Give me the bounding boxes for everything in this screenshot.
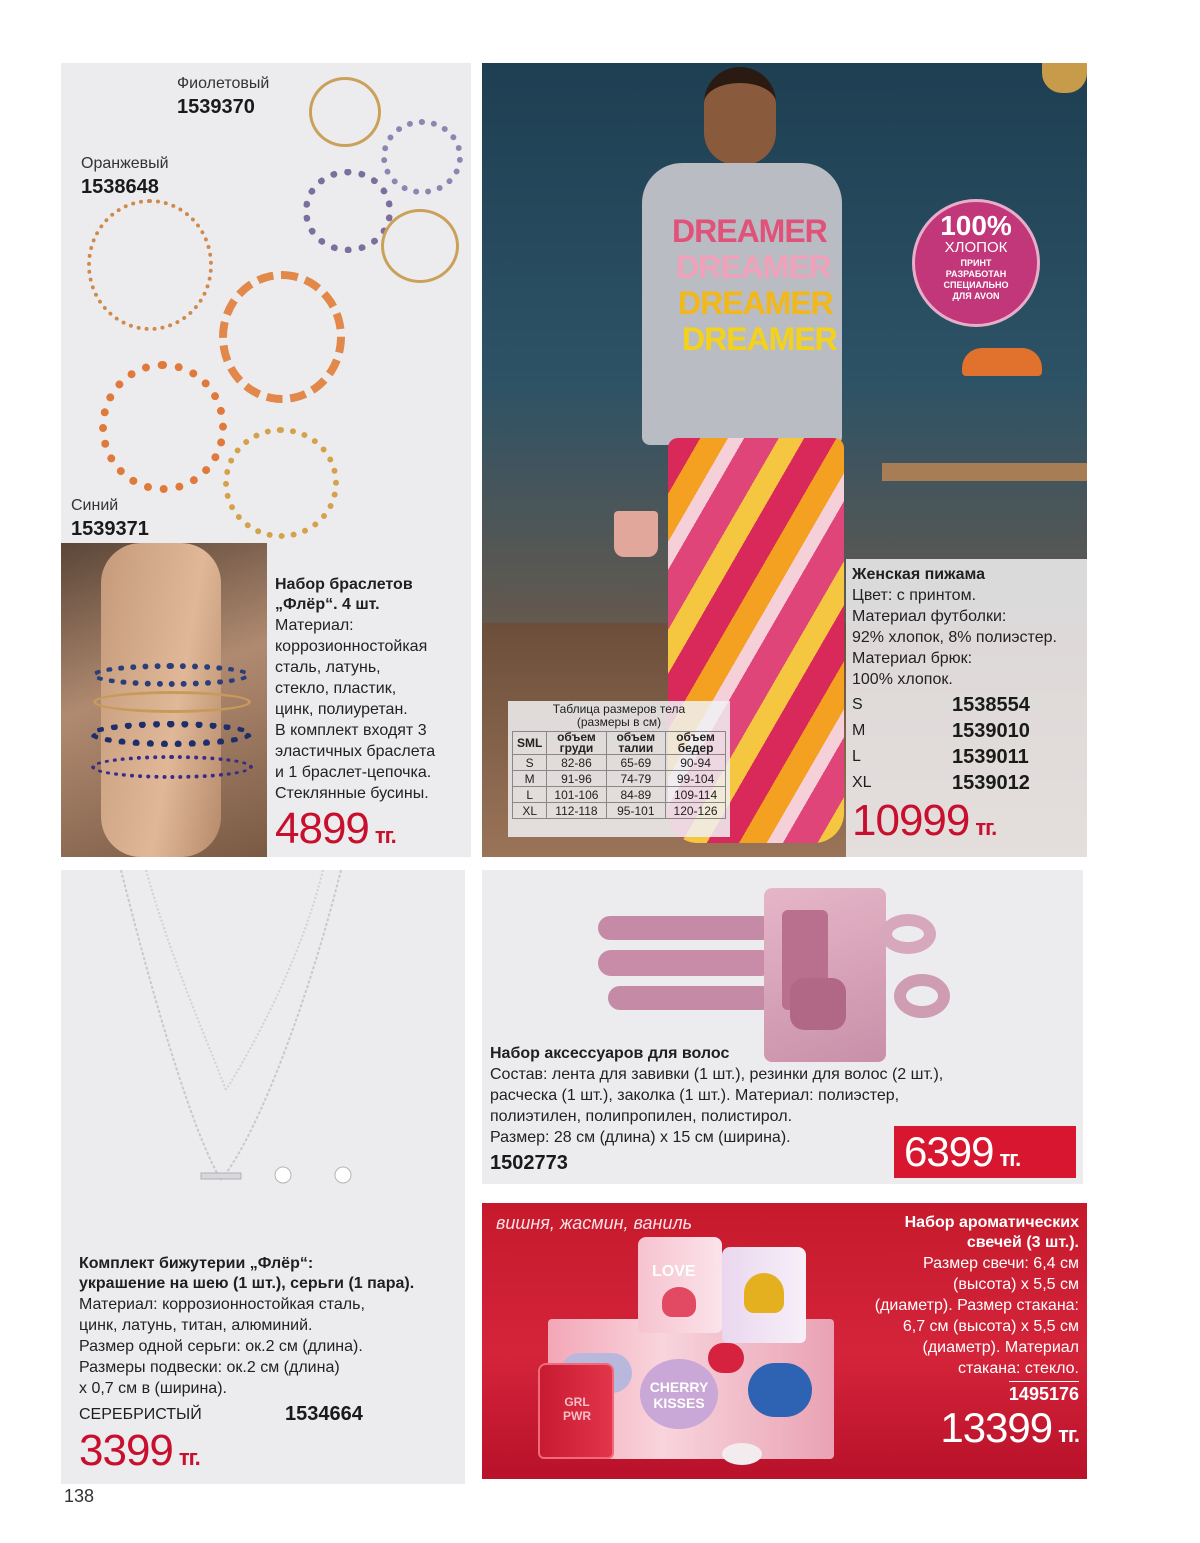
orange-chain-bracelet: [87, 199, 213, 331]
jewelry-price: [79, 1426, 465, 1476]
size-table-box: [508, 701, 730, 837]
table-cell: 99-104: [666, 771, 726, 787]
badge-line3: РАЗРАБОТАН: [945, 269, 1007, 279]
badge-percent: 100%: [940, 210, 1012, 241]
table-row: [513, 755, 726, 771]
bracelets-title-line2: „Флёр“. 4 шт.: [275, 596, 380, 613]
print-line-2: DREAMER: [676, 249, 831, 285]
box-label: [640, 1359, 718, 1429]
price-value: 3399: [79, 1426, 173, 1475]
table-cell: M: [513, 771, 547, 787]
scrunchie-2: [894, 974, 950, 1018]
table-top: [882, 463, 1087, 481]
jewelry-variant-row: [79, 1403, 465, 1426]
table-cell: 95-101: [606, 803, 666, 819]
hair-clip: [790, 978, 846, 1030]
desc-line: В комплект входят 3: [275, 722, 427, 739]
box-heart-2: [748, 1363, 812, 1417]
hair-price-banner: [894, 1126, 1076, 1178]
glass-heart-icon-2: [744, 1273, 784, 1313]
wrist-photo: [61, 543, 267, 857]
hair-panel: [482, 870, 1083, 1184]
glass-heart-icon: [662, 1287, 696, 1317]
candles-price: [819, 1405, 1079, 1458]
table-cell: XL: [513, 803, 547, 819]
size-code: 1539012: [952, 771, 1030, 794]
wrist-bracelet-3: [89, 721, 253, 747]
table-row: [513, 803, 726, 819]
size-code: 1539011: [952, 745, 1029, 768]
desc-line: 100% хлопок.: [852, 671, 953, 688]
pajama-price: [852, 796, 1081, 846]
table-cell: 101-106: [547, 787, 606, 803]
size-row: [852, 744, 1081, 770]
table-row: [513, 787, 726, 803]
size-row: [852, 718, 1081, 744]
mug: [614, 511, 658, 557]
glass-label-love: LOVE: [652, 1263, 696, 1280]
desc-line: полиэтилен, полипропилен, полистирол.: [490, 1108, 793, 1125]
size-code: 1538554: [952, 693, 1030, 716]
price-value: 10999: [852, 796, 970, 845]
price-value: 13399: [940, 1404, 1053, 1451]
candle-glass-grl-pwr: [538, 1363, 614, 1459]
variant-blue-name: Синий: [71, 497, 119, 514]
lamp: [1042, 63, 1087, 93]
bracelets-price: [275, 804, 471, 854]
badge-line5: ДЛЯ AVON: [952, 291, 1000, 301]
hair-title: Набор аксессуаров для волос: [490, 1045, 730, 1062]
pajama-description: [852, 585, 1081, 690]
desc-line: расческа (1 шт.), заколка (1 шт.). Материал: полиэстер,: [490, 1087, 900, 1104]
box-label-line1: CHERRY: [649, 1379, 709, 1395]
necklace-chain-right: [221, 870, 341, 1180]
table-cell: L: [513, 787, 547, 803]
desc-line: цинк, латунь, титан, алюминий.: [79, 1317, 313, 1334]
desc-line: стакана: стекло.: [957, 1360, 1079, 1377]
size-table: [512, 731, 726, 819]
size-row: [852, 770, 1081, 796]
desc-line: Материал: коррозионностойкая сталь,: [79, 1296, 365, 1313]
size-row: [852, 692, 1081, 718]
jewelry-title-line2: украшение на шею (1 шт.), серьги (1 пара).: [79, 1275, 415, 1292]
gold-bracelet-1: [309, 77, 381, 147]
desc-line: (диаметр). Размер стакана:: [874, 1297, 1079, 1314]
jewelry-code: 1534664: [285, 1403, 363, 1425]
tshirt: [642, 163, 842, 445]
price-currency: тг.: [975, 815, 997, 840]
variant-orange-name: Оранжевый: [81, 155, 169, 172]
badge-line2: ПРИНТ: [960, 258, 992, 268]
size-label: M: [852, 722, 866, 739]
desc-line: Стеклянные бусины.: [275, 785, 429, 802]
desc-line: Материал:: [275, 617, 354, 634]
badge-line1: ХЛОПОК: [944, 239, 1008, 256]
size-header-waist: объем талии: [606, 732, 666, 755]
price-currency: тг.: [999, 1146, 1021, 1171]
size-header-hips: объем бедер: [666, 732, 726, 755]
variant-orange-code: 1538648: [81, 176, 159, 198]
necklace-chain-inner: [146, 870, 226, 1090]
table-cell: 74-79: [606, 771, 666, 787]
necklace-chain-inner-right: [226, 870, 323, 1090]
desc-line: и 1 браслет-цепочка.: [275, 764, 432, 781]
wrist-bracelet-4: [91, 755, 253, 779]
price-value: 6399: [904, 1128, 994, 1175]
variant-blue-code: 1539371: [71, 518, 149, 540]
jewelry-description: [79, 1294, 465, 1399]
orange-bead-bracelet: [99, 361, 227, 493]
candle-glass-heart: [722, 1247, 806, 1343]
cotton-badge: [912, 199, 1040, 327]
table-cell: 109-114: [666, 787, 726, 803]
jewelry-title-line1: Комплект бижутерии „Флёр“:: [79, 1255, 314, 1272]
print-line-1: DREAMER: [672, 213, 827, 249]
orange-tube-bracelet: [219, 271, 345, 403]
model-head: [704, 67, 776, 165]
bracelets-description: [275, 615, 471, 804]
desc-line: Размеры подвески: ок.2 см (длина): [79, 1359, 340, 1376]
pajama-panel: [482, 63, 1087, 857]
table-cell: 84-89: [606, 787, 666, 803]
print-line-4: DREAMER: [682, 321, 837, 357]
desc-line: Размер одной серьги: ок.2 см (длина).: [79, 1338, 363, 1355]
desc-line: стекло, пластик,: [275, 680, 397, 697]
pendant: [201, 1173, 241, 1179]
desc-line: Размер свечи: 6,4 см: [923, 1255, 1079, 1272]
candles-panel: [482, 1203, 1087, 1479]
candles-scent: вишня, жасмин, ваниль: [496, 1213, 693, 1233]
page-number: 138: [64, 1486, 95, 1506]
box-label-line2: KISSES: [653, 1395, 705, 1411]
curling-ribbon-3: [608, 986, 774, 1010]
size-label: S: [852, 696, 863, 713]
pajama-title: Женская пижама: [852, 566, 986, 583]
flower-decor: [722, 1443, 762, 1465]
candle-glass-love: [638, 1237, 722, 1333]
candles-description: [819, 1253, 1079, 1379]
necklace-image: [61, 870, 465, 1250]
pajama-info-box: [846, 559, 1087, 857]
variant-violet-code: 1539370: [177, 96, 255, 118]
gold-chain-bracelet: [381, 209, 459, 283]
desc-line: Размер: 28 см (длина) x 15 см (ширина).: [490, 1129, 791, 1146]
desc-line: (диаметр). Материал: [922, 1339, 1079, 1356]
desc-line: Состав: лента для завивки (1 шт.), резинки для волос (2 шт.),: [490, 1066, 944, 1083]
box-heart-3: [708, 1343, 744, 1373]
violet-bracelet-1: [381, 119, 463, 195]
earring-left: [275, 1167, 291, 1183]
variant-violet-name: Фиолетовый: [177, 75, 270, 92]
table-cell: 65-69: [606, 755, 666, 771]
desc-line: цинк, полиуретан.: [275, 701, 408, 718]
table-row: [513, 771, 726, 787]
candles-code: 1495176: [1009, 1381, 1079, 1405]
price-currency: тг.: [374, 823, 396, 848]
price-value: 4899: [275, 804, 369, 853]
gold-bead-bracelet: [223, 427, 339, 539]
table-cell: 91-96: [547, 771, 606, 787]
fruit-bowl: [962, 348, 1042, 376]
violet-bracelet-2: [303, 169, 393, 253]
necklace-chain-left: [121, 870, 221, 1180]
table-cell: 82-86: [547, 755, 606, 771]
desc-line: Материал брюк:: [852, 650, 973, 667]
curling-ribbon-2: [598, 950, 774, 976]
size-table-subtitle: (размеры в см): [576, 715, 662, 729]
desc-line: Цвет: с принтом.: [852, 587, 977, 604]
bracelets-title-line1: Набор браслетов: [275, 576, 413, 593]
price-currency: тг.: [1058, 1422, 1079, 1447]
jewelry-color: СЕРЕБРИСТЫЙ: [79, 1405, 202, 1423]
table-cell: S: [513, 755, 547, 771]
desc-line: x 0,7 см в (ширина).: [79, 1380, 227, 1397]
table-cell: 90-94: [666, 755, 726, 771]
desc-line: 92% хлопок, 8% полиэстер.: [852, 629, 1057, 646]
badge-line4: СПЕЦИАЛЬНО: [943, 280, 1009, 290]
earring-right: [335, 1167, 351, 1183]
desc-line: 6,7 см (высота) x 5,5 см: [902, 1318, 1079, 1335]
pajama-sizes: [852, 692, 1081, 796]
size-header-size: SML: [513, 732, 547, 755]
print-line-3: DREAMER: [678, 285, 833, 321]
desc-line: коррозионностойкая: [275, 638, 428, 655]
bracelets-panel: [61, 63, 471, 857]
size-header-chest: объем груди: [547, 732, 606, 755]
table-cell: 120-126: [666, 803, 726, 819]
wrist-bracelet-1: [91, 663, 251, 687]
candles-title-line1: Набор ароматических: [904, 1214, 1079, 1231]
desc-line: сталь, латунь,: [275, 659, 381, 676]
desc-line: (высота) x 5,5 см: [952, 1276, 1079, 1293]
desc-line: Материал футболки:: [852, 608, 1007, 625]
glass-label-grl-pwr: GRL PWR: [563, 1395, 591, 1423]
curling-ribbon: [598, 916, 774, 940]
scrunchie-1: [880, 914, 936, 954]
size-label: XL: [852, 774, 872, 791]
desc-line: эластичных браслета: [275, 743, 436, 760]
jewelry-panel: [61, 870, 465, 1484]
price-currency: тг.: [178, 1445, 200, 1470]
size-label: L: [852, 748, 861, 765]
size-table-title: Таблица размеров тела: [552, 702, 686, 716]
candles-title-line2: свечей (3 шт.).: [966, 1234, 1079, 1251]
wrist-bracelet-2: [93, 691, 251, 713]
candles-code-row: [819, 1381, 1079, 1405]
table-cell: 112-118: [547, 803, 606, 819]
size-code: 1539010: [952, 719, 1030, 742]
hair-code: 1502773: [490, 1152, 568, 1174]
